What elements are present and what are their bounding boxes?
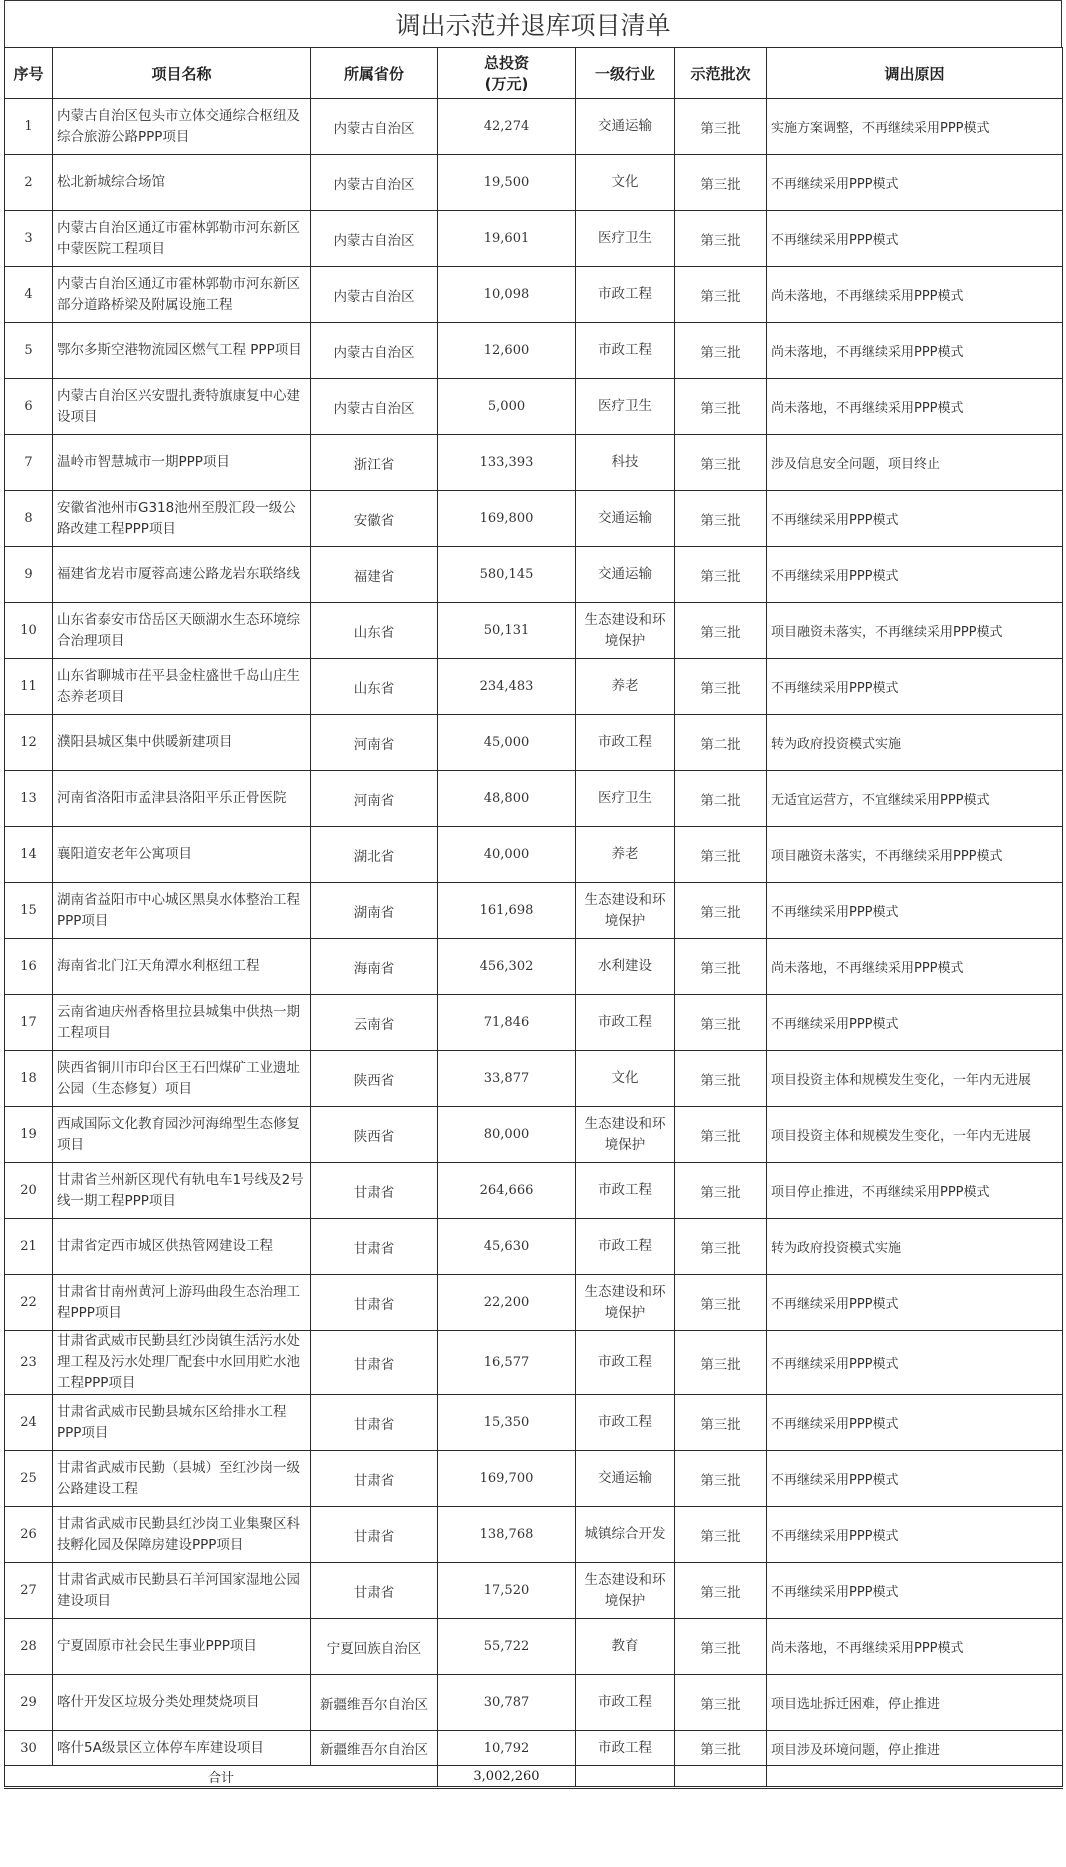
cell-project-name: 甘肃省武威市民勤县红沙岗工业集聚区科技孵化园及保障房建设PPP项目 [53,1507,311,1563]
table-row [5,491,1063,547]
table-row [5,1507,1063,1563]
cell-investment: 45,630 [438,1219,576,1275]
cell-investment: 80,000 [438,1107,576,1163]
table-row [5,715,1063,771]
cell-reason: 项目融资未落实，不再继续采用PPP模式 [767,603,1063,659]
cell-province: 河南省 [311,771,438,827]
cell-reason: 无适宜运营方，不宜继续采用PPP模式 [767,771,1063,827]
table-row [5,995,1063,1051]
cell-province: 陕西省 [311,1107,438,1163]
cell-reason: 不再继续采用PPP模式 [767,547,1063,603]
cell-no: 29 [5,1675,53,1731]
cell-industry: 交通运输 [576,1451,675,1507]
cell-investment: 169,800 [438,491,576,547]
col-header-province: 所属省份 [311,48,438,99]
cell-batch: 第三批 [675,603,767,659]
cell-project-name: 内蒙古自治区通辽市霍林郭勒市河东新区部分道路桥梁及附属设施工程 [53,267,311,323]
cell-project-name: 甘肃省武威市民勤县城东区给排水工程PPP项目 [53,1395,311,1451]
cell-no: 24 [5,1395,53,1451]
cell-no: 20 [5,1163,53,1219]
table-row [5,827,1063,883]
cell-investment: 161,698 [438,883,576,939]
cell-investment: 17,520 [438,1563,576,1619]
cell-industry: 市政工程 [576,715,675,771]
cell-no: 2 [5,155,53,211]
cell-no: 21 [5,1219,53,1275]
cell-investment: 456,302 [438,939,576,995]
cell-project-name: 内蒙古自治区兴安盟扎赉特旗康复中心建设项目 [53,379,311,435]
cell-province: 陕西省 [311,1051,438,1107]
cell-batch: 第三批 [675,1395,767,1451]
cell-project-name: 陕西省铜川市印台区王石凹煤矿工业遗址公园（生态修复）项目 [53,1051,311,1107]
cell-batch: 第三批 [675,1451,767,1507]
cell-province: 内蒙古自治区 [311,323,438,379]
table-row [5,603,1063,659]
cell-industry: 交通运输 [576,99,675,155]
cell-project-name: 甘肃省甘南州黄河上游玛曲段生态治理工程PPP项目 [53,1275,311,1331]
cell-industry: 生态建设和环境保护 [576,883,675,939]
cell-batch: 第三批 [675,939,767,995]
cell-province: 内蒙古自治区 [311,99,438,155]
cell-province: 安徽省 [311,491,438,547]
cell-batch: 第三批 [675,379,767,435]
table-row [5,771,1063,827]
total-label: 合计 [5,1766,438,1788]
cell-no: 15 [5,883,53,939]
table-row [5,939,1063,995]
cell-no: 25 [5,1451,53,1507]
cell-batch: 第三批 [675,1219,767,1275]
table-header-row [5,48,1063,99]
cell-project-name: 山东省泰安市岱岳区天颐湖水生态环境综合治理项目 [53,603,311,659]
cell-province: 湖南省 [311,883,438,939]
cell-reason: 尚未落地，不再继续采用PPP模式 [767,1619,1063,1675]
cell-reason: 项目选址拆迁困难，停止推进 [767,1675,1063,1731]
table-row [5,211,1063,267]
cell-investment: 19,601 [438,211,576,267]
cell-industry: 文化 [576,155,675,211]
total-empty-reason [767,1766,1063,1788]
cell-no: 16 [5,939,53,995]
cell-project-name: 海南省北门江天角潭水利枢纽工程 [53,939,311,995]
table-row [5,1051,1063,1107]
cell-industry: 文化 [576,1051,675,1107]
cell-investment: 234,483 [438,659,576,715]
cell-reason: 不再继续采用PPP模式 [767,491,1063,547]
cell-project-name: 福建省龙岩市厦蓉高速公路龙岩东联络线 [53,547,311,603]
cell-industry: 市政工程 [576,1675,675,1731]
cell-investment: 22,200 [438,1275,576,1331]
col-header-industry: 一级行业 [576,48,675,99]
cell-reason: 不再继续采用PPP模式 [767,1395,1063,1451]
cell-reason: 项目融资未落实，不再继续采用PPP模式 [767,827,1063,883]
cell-no: 3 [5,211,53,267]
cell-batch: 第三批 [675,491,767,547]
cell-project-name: 内蒙古自治区通辽市霍林郭勒市河东新区中蒙医院工程项目 [53,211,311,267]
cell-reason: 尚未落地，不再继续采用PPP模式 [767,939,1063,995]
cell-province: 甘肃省 [311,1395,438,1451]
project-table [4,47,1063,1789]
cell-batch: 第三批 [675,1563,767,1619]
cell-project-name: 湖南省益阳市中心城区黑臭水体整治工程PPP项目 [53,883,311,939]
cell-project-name: 甘肃省兰州新区现代有轨电车1号线及2号线一期工程PPP项目 [53,1163,311,1219]
cell-province: 甘肃省 [311,1507,438,1563]
cell-batch: 第三批 [675,659,767,715]
cell-reason: 项目停止推进，不再继续采用PPP模式 [767,1163,1063,1219]
cell-batch: 第三批 [675,435,767,491]
col-header-investment-line2: (万元) [484,75,529,93]
total-empty-industry [576,1766,675,1788]
table-row [5,1331,1063,1395]
cell-industry: 市政工程 [576,1219,675,1275]
col-header-name: 项目名称 [53,48,311,99]
cell-no: 23 [5,1331,53,1395]
cell-province: 海南省 [311,939,438,995]
cell-province: 甘肃省 [311,1563,438,1619]
cell-project-name: 襄阳道安老年公寓项目 [53,827,311,883]
cell-industry: 生态建设和环境保护 [576,603,675,659]
cell-batch: 第三批 [675,995,767,1051]
cell-industry: 医疗卫生 [576,771,675,827]
cell-batch: 第三批 [675,323,767,379]
cell-project-name: 松北新城综合场馆 [53,155,311,211]
total-investment: 3,002,260 [438,1766,576,1788]
cell-industry: 养老 [576,827,675,883]
cell-industry: 市政工程 [576,1331,675,1395]
cell-project-name: 河南省洛阳市孟津县洛阳平乐正骨医院 [53,771,311,827]
cell-investment: 50,131 [438,603,576,659]
table-row [5,1563,1063,1619]
cell-province: 甘肃省 [311,1219,438,1275]
cell-province: 新疆维吾尔自治区 [311,1675,438,1731]
table-row [5,267,1063,323]
cell-reason: 不再继续采用PPP模式 [767,1275,1063,1331]
cell-province: 宁夏回族自治区 [311,1619,438,1675]
cell-no: 17 [5,995,53,1051]
cell-no: 18 [5,1051,53,1107]
cell-investment: 15,350 [438,1395,576,1451]
cell-reason: 不再继续采用PPP模式 [767,1451,1063,1507]
cell-investment: 48,800 [438,771,576,827]
cell-province: 甘肃省 [311,1451,438,1507]
cell-project-name: 甘肃省武威市民勤（县城）至红沙岗一级公路建设工程 [53,1451,311,1507]
cell-batch: 第三批 [675,827,767,883]
table-row [5,435,1063,491]
cell-project-name: 内蒙古自治区包头市立体交通综合枢纽及综合旅游公路PPP项目 [53,99,311,155]
table-row [5,99,1063,155]
cell-batch: 第三批 [675,1331,767,1395]
cell-batch: 第三批 [675,155,767,211]
cell-reason: 尚未落地，不再继续采用PPP模式 [767,323,1063,379]
cell-reason: 不再继续采用PPP模式 [767,659,1063,715]
cell-project-name: 安徽省池州市G318池州至殷汇段一级公路改建工程PPP项目 [53,491,311,547]
table-row [5,1675,1063,1731]
cell-reason: 不再继续采用PPP模式 [767,1331,1063,1395]
table-row [5,1275,1063,1331]
col-header-no: 序号 [5,48,53,99]
cell-project-name: 温岭市智慧城市一期PPP项目 [53,435,311,491]
cell-investment: 45,000 [438,715,576,771]
cell-industry: 市政工程 [576,1395,675,1451]
cell-no: 26 [5,1507,53,1563]
table-row [5,1731,1063,1766]
cell-project-name: 甘肃省定西市城区供热管网建设工程 [53,1219,311,1275]
cell-province: 内蒙古自治区 [311,211,438,267]
cell-industry: 交通运输 [576,547,675,603]
cell-no: 14 [5,827,53,883]
cell-batch: 第三批 [675,99,767,155]
table-row [5,659,1063,715]
cell-industry: 市政工程 [576,323,675,379]
cell-no: 12 [5,715,53,771]
cell-province: 甘肃省 [311,1163,438,1219]
cell-province: 甘肃省 [311,1275,438,1331]
cell-reason: 转为政府投资模式实施 [767,715,1063,771]
cell-investment: 264,666 [438,1163,576,1219]
cell-project-name: 西咸国际文化教育园沙河海绵型生态修复项目 [53,1107,311,1163]
cell-province: 甘肃省 [311,1331,438,1395]
cell-no: 11 [5,659,53,715]
cell-reason: 实施方案调整，不再继续采用PPP模式 [767,99,1063,155]
cell-province: 内蒙古自治区 [311,379,438,435]
col-header-investment [438,48,576,99]
cell-reason: 不再继续采用PPP模式 [767,995,1063,1051]
table-row [5,1451,1063,1507]
cell-reason: 项目投资主体和规模发生变化，一年内无进展 [767,1051,1063,1107]
cell-project-name: 山东省聊城市茌平县金柱盛世千岛山庄生态养老项目 [53,659,311,715]
cell-investment: 55,722 [438,1619,576,1675]
table-row [5,1219,1063,1275]
table-body [5,99,1063,1766]
project-list-sheet [4,0,1062,1789]
cell-industry: 市政工程 [576,267,675,323]
cell-no: 8 [5,491,53,547]
cell-batch: 第三批 [675,1507,767,1563]
cell-industry: 生态建设和环境保护 [576,1275,675,1331]
cell-batch: 第三批 [675,547,767,603]
cell-batch: 第三批 [675,1275,767,1331]
cell-reason: 转为政府投资模式实施 [767,1219,1063,1275]
cell-batch: 第二批 [675,715,767,771]
cell-investment: 5,000 [438,379,576,435]
table-row [5,1163,1063,1219]
cell-no: 19 [5,1107,53,1163]
cell-no: 9 [5,547,53,603]
cell-investment: 16,577 [438,1331,576,1395]
cell-project-name: 濮阳县城区集中供暖新建项目 [53,715,311,771]
cell-province: 山东省 [311,603,438,659]
cell-batch: 第三批 [675,267,767,323]
cell-investment: 12,600 [438,323,576,379]
cell-investment: 580,145 [438,547,576,603]
table-row [5,547,1063,603]
cell-project-name: 甘肃省武威市民勤县红沙岗镇生活污水处理工程及污水处理厂配套中水回用贮水池工程PPP项目 [53,1331,311,1395]
cell-province: 河南省 [311,715,438,771]
cell-reason: 尚未落地，不再继续采用PPP模式 [767,267,1063,323]
cell-industry: 教育 [576,1619,675,1675]
cell-no: 30 [5,1731,53,1766]
cell-no: 7 [5,435,53,491]
cell-batch: 第三批 [675,883,767,939]
cell-no: 28 [5,1619,53,1675]
cell-reason: 项目涉及环境问题，停止推进 [767,1731,1063,1766]
cell-reason: 项目投资主体和规模发生变化，一年内无进展 [767,1107,1063,1163]
table-row [5,1619,1063,1675]
table-row [5,155,1063,211]
cell-industry: 水利建设 [576,939,675,995]
cell-province: 云南省 [311,995,438,1051]
cell-no: 4 [5,267,53,323]
cell-province: 浙江省 [311,435,438,491]
table-row [5,883,1063,939]
cell-industry: 生态建设和环境保护 [576,1563,675,1619]
cell-industry: 市政工程 [576,1163,675,1219]
cell-investment: 33,877 [438,1051,576,1107]
cell-no: 1 [5,99,53,155]
document-title: 调出示范并退库项目清单 [4,0,1062,47]
cell-investment: 10,792 [438,1731,576,1766]
cell-industry: 市政工程 [576,995,675,1051]
cell-industry: 养老 [576,659,675,715]
table-row [5,323,1063,379]
cell-investment: 138,768 [438,1507,576,1563]
cell-batch: 第三批 [675,1163,767,1219]
cell-project-name: 喀什开发区垃圾分类处理焚烧项目 [53,1675,311,1731]
cell-batch: 第二批 [675,771,767,827]
cell-no: 6 [5,379,53,435]
cell-investment: 42,274 [438,99,576,155]
total-empty-batch [675,1766,767,1788]
table-row [5,379,1063,435]
cell-no: 5 [5,323,53,379]
cell-batch: 第三批 [675,1619,767,1675]
cell-investment: 10,098 [438,267,576,323]
col-header-investment-line1: 总投资 [483,54,529,72]
cell-project-name: 云南省迪庆州香格里拉县城集中供热一期工程项目 [53,995,311,1051]
cell-reason: 不再继续采用PPP模式 [767,883,1063,939]
cell-industry: 医疗卫生 [576,211,675,267]
cell-investment: 19,500 [438,155,576,211]
cell-batch: 第三批 [675,1051,767,1107]
cell-project-name: 鄂尔多斯空港物流园区燃气工程 PPP项目 [53,323,311,379]
cell-investment: 169,700 [438,1451,576,1507]
cell-investment: 40,000 [438,827,576,883]
cell-province: 新疆维吾尔自治区 [311,1731,438,1766]
cell-project-name: 甘肃省武威市民勤县石羊河国家湿地公园建设项目 [53,1563,311,1619]
cell-project-name: 宁夏固原市社会民生事业PPP项目 [53,1619,311,1675]
cell-batch: 第三批 [675,1675,767,1731]
cell-batch: 第三批 [675,211,767,267]
cell-investment: 71,846 [438,995,576,1051]
cell-province: 内蒙古自治区 [311,267,438,323]
cell-no: 22 [5,1275,53,1331]
total-row [5,1766,1063,1788]
cell-investment: 133,393 [438,435,576,491]
col-header-reason: 调出原因 [767,48,1063,99]
cell-reason: 涉及信息安全问题，项目终止 [767,435,1063,491]
cell-industry: 市政工程 [576,1731,675,1766]
cell-province: 湖北省 [311,827,438,883]
cell-reason: 不再继续采用PPP模式 [767,1507,1063,1563]
cell-reason: 不再继续采用PPP模式 [767,155,1063,211]
cell-no: 13 [5,771,53,827]
cell-investment: 30,787 [438,1675,576,1731]
table-row [5,1395,1063,1451]
cell-reason: 尚未落地，不再继续采用PPP模式 [767,379,1063,435]
cell-industry: 生态建设和环境保护 [576,1107,675,1163]
cell-province: 山东省 [311,659,438,715]
cell-no: 10 [5,603,53,659]
cell-project-name: 喀什5A级景区立体停车库建设项目 [53,1731,311,1766]
cell-industry: 城镇综合开发 [576,1507,675,1563]
cell-reason: 不再继续采用PPP模式 [767,1563,1063,1619]
cell-reason: 不再继续采用PPP模式 [767,211,1063,267]
cell-province: 内蒙古自治区 [311,155,438,211]
cell-batch: 第三批 [675,1731,767,1766]
cell-industry: 交通运输 [576,491,675,547]
cell-industry: 医疗卫生 [576,379,675,435]
col-header-batch: 示范批次 [675,48,767,99]
cell-province: 福建省 [311,547,438,603]
cell-industry: 科技 [576,435,675,491]
cell-no: 27 [5,1563,53,1619]
cell-batch: 第三批 [675,1107,767,1163]
table-row [5,1107,1063,1163]
